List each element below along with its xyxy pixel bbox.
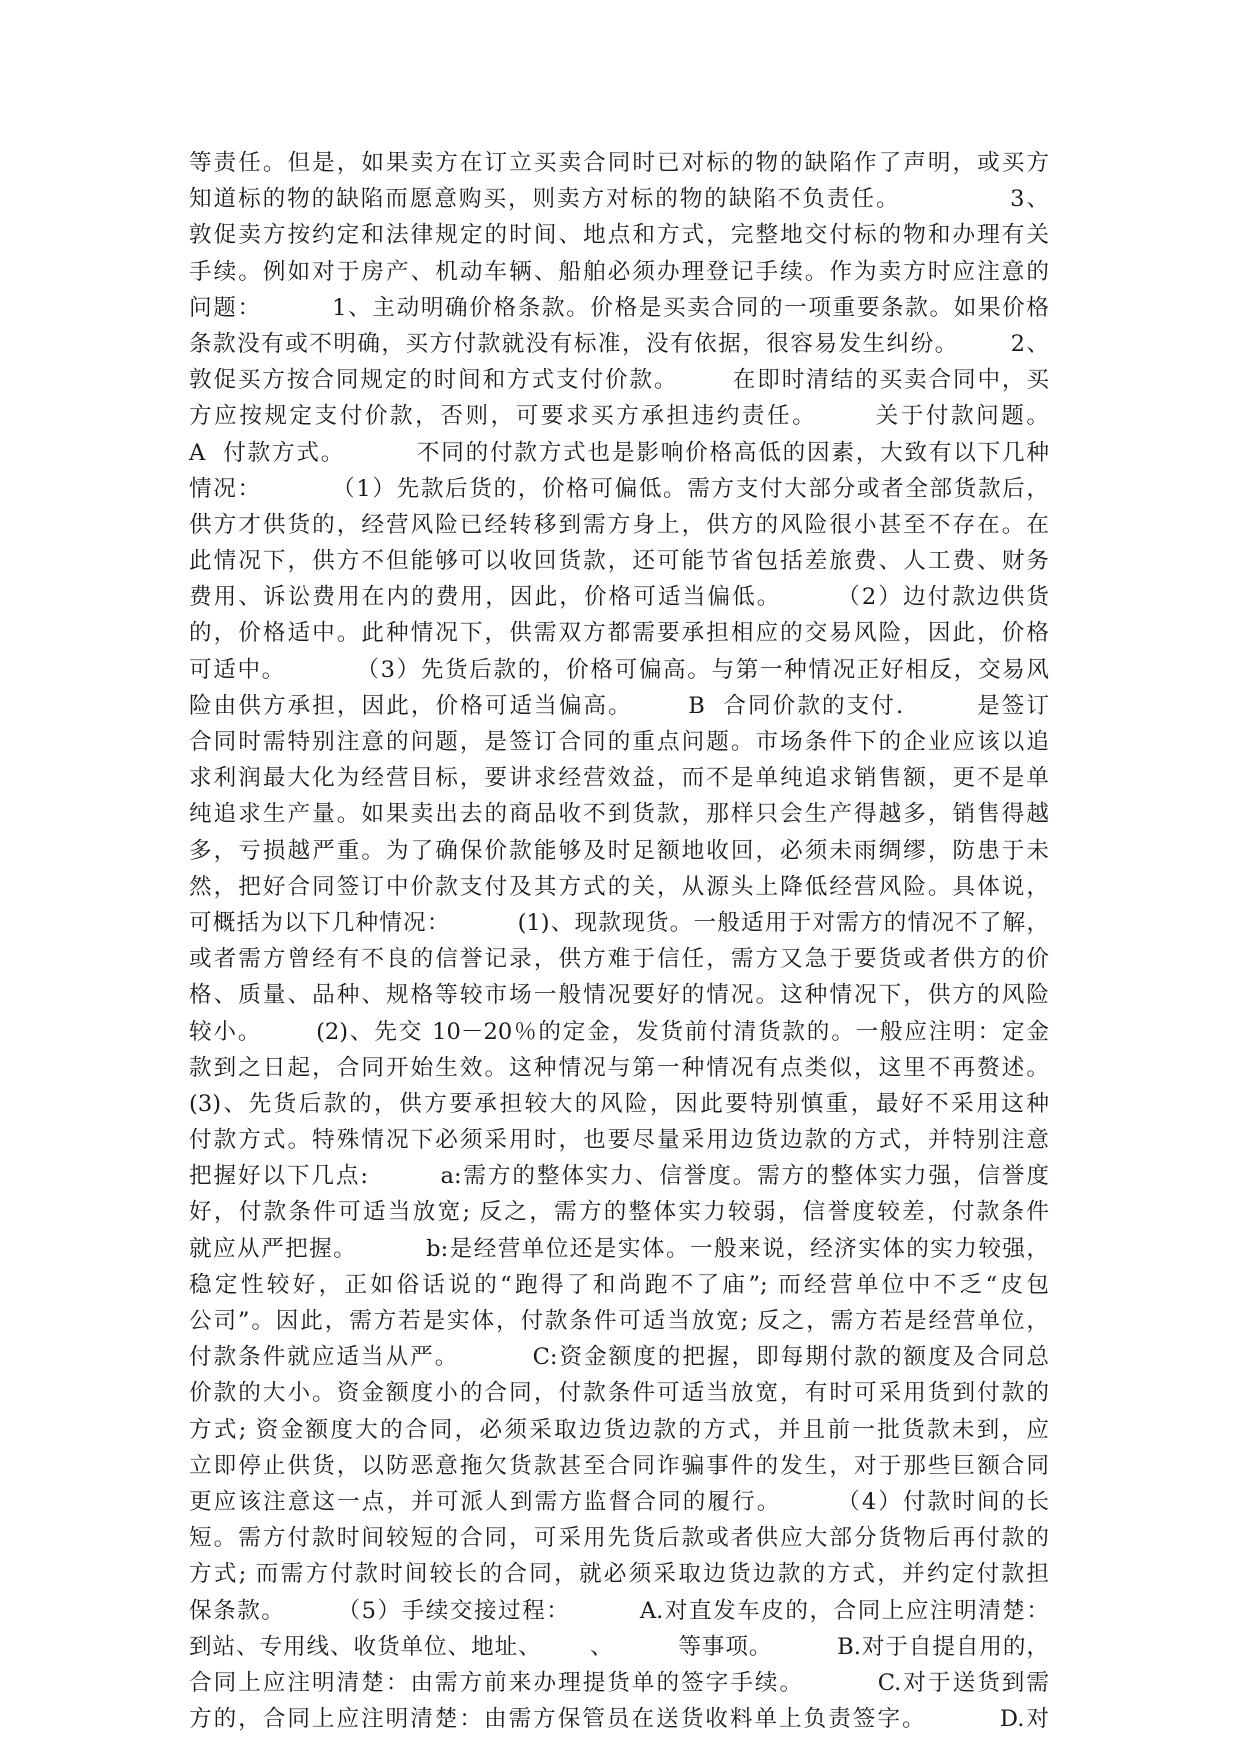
text-line: 险由供方承担，因此，价格可适当偏高。 B 合同价款的支付. 是签订 xyxy=(189,692,1049,719)
text-line: 合同上应注明清楚：由需方前来办理提货单的签字手续。 C.对于送货到需 xyxy=(189,1669,1049,1696)
text-line: 或者需方曾经有不良的信誉记录，供方难于信任，需方又急于要货或者供方的价 xyxy=(189,946,1049,973)
text-line: 更应该注意这一点，并可派人到需方监督合同的履行。 （4）付款时间的长 xyxy=(189,1488,1049,1515)
text-line: (3)、先货后款的，供方要承担较大的风险，因此要特别慎重，最好不采用这种 xyxy=(189,1090,1049,1117)
text-line: 方的，合同上应注明清楚：由需方保管员在送货收料单上负责签字。 D.对 xyxy=(189,1706,1049,1733)
text-line: 方应按规定支付价款，否则，可要求买方承担违约责任。 关于付款问题。 xyxy=(189,403,1049,430)
text-line: 纯追求生产量。如果卖出去的商品收不到货款，那样只会生产得越多，销售得越 xyxy=(189,801,1049,828)
text-line: 就应从严把握。 b:是经营单位还是实体。一般来说，经济实体的实力较强， xyxy=(189,1235,1049,1262)
text-line: 到站、专用线、收货单位、地址、 、 等事项。 B.对于自提自用的， xyxy=(189,1633,1049,1660)
text-line: 的，价格适中。此种情况下，供需双方都需要承担相应的交易风险，因此，价格 xyxy=(189,620,1049,647)
text-line: 付款方式。特殊情况下必须采用时，也要尽量采用边货边款的方式，并特别注意 xyxy=(189,1127,1049,1154)
text-line: 费用、诉讼费用在内的费用，因此，价格可适当偏低。 （2）边付款边供货 xyxy=(189,584,1049,611)
text-line: 价款的大小。资金额度小的合同，付款条件可适当放宽，有时可采用货到付款的 xyxy=(189,1380,1049,1407)
text-line: 情况： （1）先款后货的，价格可偏低。需方支付大部分或者全部货款后， xyxy=(189,475,1049,502)
text-line: 等责任。但是，如果卖方在订立买卖合同时已对标的物的缺陷作了声明，或买方 xyxy=(189,150,1049,176)
text-line: 合同时需特别注意的问题，是签订合同的重点问题。市场条件下的企业应该以追 xyxy=(189,729,1049,755)
text-line: 敦促买方按合同规定的时间和方式支付价款。 在即时清结的买卖合同中，买 xyxy=(189,367,1049,394)
text-line: 较小。 (2)、先交 10－20％的定金，发货前付清货款的。一般应注明：定金 xyxy=(189,1018,1049,1045)
text-line: 可适中。 （3）先货后款的，价格可偏高。与第一种情况正好相反，交易风 xyxy=(189,656,1049,683)
text-line: 敦促卖方按约定和法律规定的时间、地点和方式，完整地交付标的物和办理有关 xyxy=(189,222,1049,249)
text-line: 把握好以下几点: a:需方的整体实力、信誉度。需方的整体实力强，信誉度 xyxy=(189,1163,1049,1190)
text-line: 方式; 资金额度大的合同，必须采取边货边款的方式，并且前一批货款未到，应 xyxy=(189,1416,1049,1443)
text-line: 供方才供货的，经营风险已经转移到需方身上，供方的风险很小甚至不存在。在 xyxy=(189,511,1049,538)
text-line: 可概括为以下几种情况： (1)、现款现货。一般适用于对需方的情况不了解， xyxy=(189,909,1049,936)
text-line: 然，把好合同签订中价款支付及其方式的关，从源头上降低经营风险。具体说， xyxy=(189,873,1049,900)
text-line: 稳定性较好，正如俗话说的“跑得了和尚跑不了庙”; 而经营单位中不乏“皮包 xyxy=(189,1271,1049,1298)
text-line: 立即停止供货，以防恶意拖欠货款甚至合同诈骗事件的发生，对于那些巨额合同 xyxy=(189,1452,1049,1479)
text-line: 保条款。 （5）手续交接过程： A.对直发车皮的，合同上应注明清楚： xyxy=(189,1597,1049,1624)
text-line: 款到之日起，合同开始生效。这种情况与第一种情况有点类似，这里不再赘述。 xyxy=(189,1054,1049,1081)
text-line: 格、质量、品种、规格等较市场一般情况要好的情况。这种情况下，供方的风险 xyxy=(189,982,1049,1009)
text-line: 好，付款条件可适当放宽; 反之，需方的整体实力较弱，信誉度较差，付款条件 xyxy=(189,1199,1049,1226)
text-line: 条款没有或不明确，买方付款就没有标准，没有依据，很容易发生纠纷。 2、 xyxy=(189,330,1049,357)
body-text xyxy=(189,145,1049,1737)
text-line: 知道标的物的缺陷而愿意购买，则卖方对标的物的缺陷不负责任。 3、 xyxy=(189,186,1049,213)
text-line: 多，亏损越严重。为了确保价款能够及时足额地收回，必须未雨绸缪，防患于未 xyxy=(189,837,1049,864)
text-line: 付款条件就应适当从严。 C:资金额度的把握，即每期付款的额度及合同总 xyxy=(189,1344,1049,1371)
text-line: 公司”。因此，需方若是实体，付款条件可适当放宽; 反之，需方若是经营单位， xyxy=(189,1308,1049,1334)
text-line: 短。需方付款时间较短的合同，可采用先货后款或者供应大部分货物后再付款的 xyxy=(189,1525,1049,1552)
text-line: A 付款方式。 不同的付款方式也是影响价格高低的因素，大致有以下几种 xyxy=(189,439,1049,466)
text-line: 手续。例如对于房产、机动车辆、船舶必须办理登记手续。作为卖方时应注意的 xyxy=(189,258,1049,285)
text-line: 问题： 1、主动明确价格条款。价格是买卖合同的一项重要条款。如果价格 xyxy=(189,294,1049,321)
text-line: 求利润最大化为经营目标，要讲求经营效益，而不是单纯追求销售额，更不是单 xyxy=(189,765,1049,792)
text-line: 方式; 而需方付款时间较长的合同，就必须采取边货边款的方式，并约定付款担 xyxy=(189,1561,1049,1588)
text-line: 此情况下，供方不但能够可以收回货款，还可能节省包括差旅费、人工费、财务 xyxy=(189,548,1049,575)
